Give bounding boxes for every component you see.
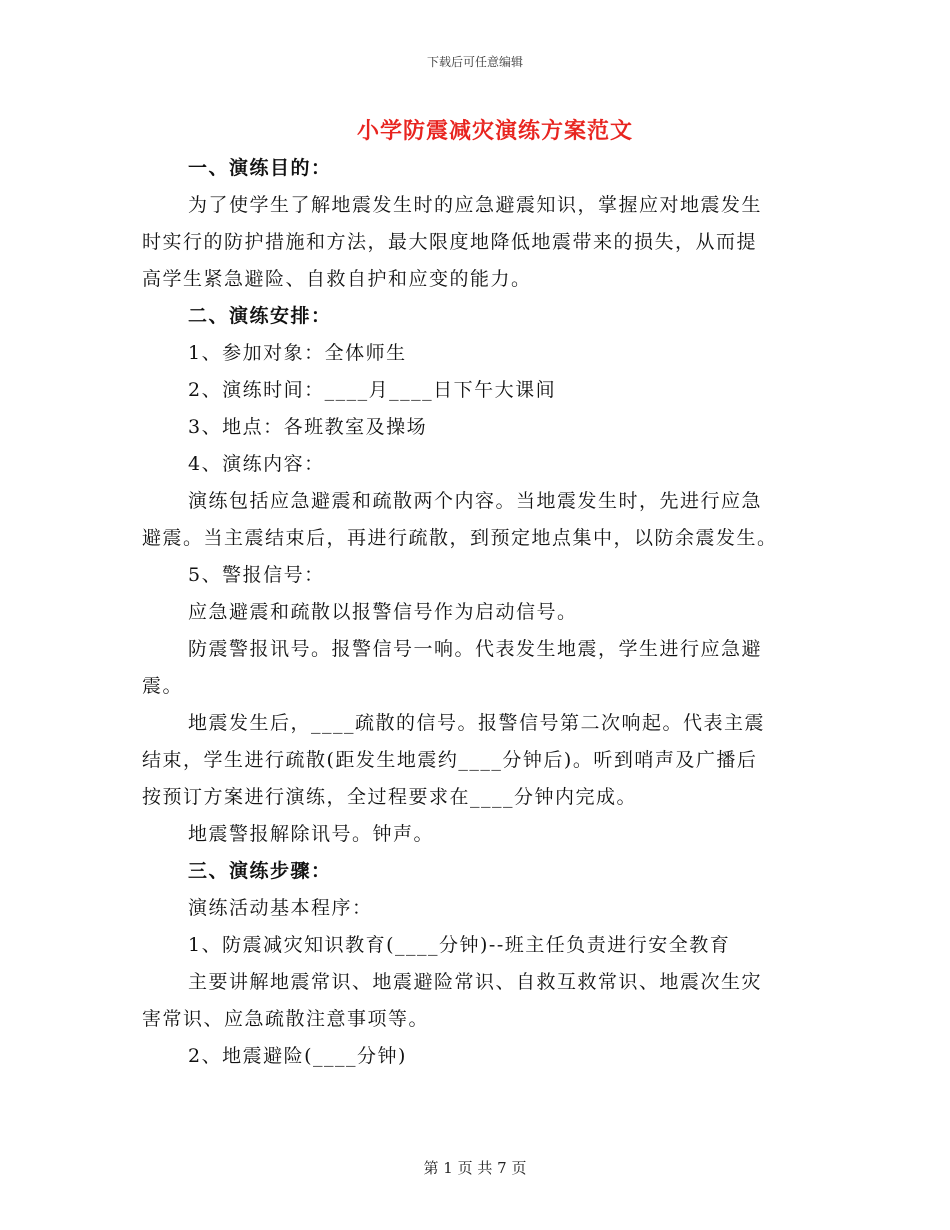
- document-body: [142, 150, 802, 1075]
- paragraph-line: 演练包括应急避震和疏散两个内容。当地震发生时，先进行应急: [188, 490, 763, 512]
- page-number: 第 1 页 共 7 页: [423, 1159, 527, 1177]
- paragraph-line: 时实行的防护措施和方法，最大限度地降低地震带来的损失，从而提: [142, 231, 758, 253]
- paragraph-line: 地震发生后，____疏散的信号。报警信号第二次响起。代表主震: [188, 712, 766, 734]
- paragraph-line: 4、演练内容：: [188, 453, 325, 475]
- paragraph-line: 避震。当主震结束后，再进行疏散，到预定地点集中，以防余震发生。: [142, 527, 778, 549]
- paragraph-line: 地震警报解除讯号。钟声。: [188, 823, 435, 845]
- header-note: 下载后可任意编辑: [426, 55, 523, 69]
- paragraph-line: 1、防震减灾知识教育(____分钟)--班主任负责进行安全教育: [188, 934, 731, 956]
- paragraph-line: 演练活动基本程序：: [188, 897, 373, 919]
- paragraph-line: 2、演练时间：____月____日下午大课间: [188, 379, 557, 401]
- paragraph-line: 主要讲解地震常识、地震避险常识、自救互救常识、地震次生灾: [188, 971, 763, 993]
- section-heading: 一、演练目的：: [188, 157, 332, 179]
- section-heading: 三、演练步骤：: [188, 860, 332, 882]
- paragraph-line: 5、警报信号：: [188, 564, 325, 586]
- document-title: 小学防震减灾演练方案范文: [356, 118, 633, 144]
- paragraph-line: 震。: [142, 675, 184, 697]
- paragraph-line: 3、地点：各班教室及操场: [188, 416, 428, 438]
- paragraph-line: 害常识、应急疏散注意事项等。: [142, 1008, 430, 1030]
- paragraph-line: 应急避震和疏散以报警信号作为启动信号。: [188, 601, 578, 623]
- paragraph-line: 为了使学生了解地震发生时的应急避震知识，掌握应对地震发生: [188, 194, 763, 216]
- section-heading: 二、演练安排：: [188, 305, 332, 327]
- paragraph-line: 结束，学生进行疏散(距发生地震约____分钟后)。听到哨声及广播后: [142, 749, 758, 771]
- paragraph-line: 按预订方案进行演练，全过程要求在____分钟内完成。: [142, 786, 638, 808]
- paragraph-line: 防震警报讯号。报警信号一响。代表发生地震，学生进行应急避: [188, 638, 763, 660]
- paragraph-line: 1、参加对象：全体师生: [188, 342, 407, 364]
- paragraph-line: 高学生紧急避险、自救自护和应变的能力。: [142, 268, 532, 290]
- paragraph-line: 2、地震避险(____分钟): [188, 1045, 407, 1067]
